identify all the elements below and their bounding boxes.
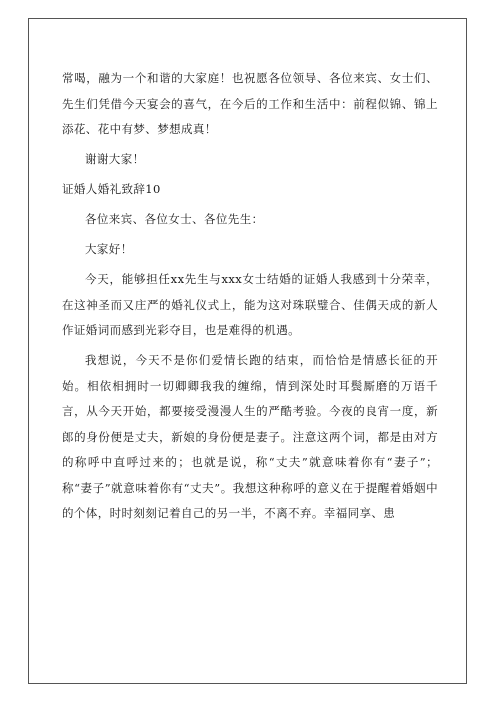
closing-wish-paragraph: 常喝，融为一个和谐的大家庭！也祝愿各位领导、各位来宾、女士们、先生们凭借今天宴会的喜气，在今后的工作和生活中：前程似锦、锦上添花、花中有梦、梦想成真！ [62,71,438,136]
document-body [62,66,438,531]
greeting-paragraph: 大家好！ [85,242,133,256]
salutation-paragraph: 各位来宾、各位女士、各位先生： [85,212,264,226]
honor-paragraph: 今天，能够担任xx先生与xxx女士结婚的证婚人我感到十分荣幸，在这神圣而又庄严的婚礼仪式上，能为这对珠联璧合、佳偶天成的新人作证婚词而感到光彩夺目，也是难得的机遇。 [62,272,438,337]
thanks-paragraph: 谢谢大家！ [85,152,145,166]
marriage-meaning-paragraph: 我想说，今天不是你们爱情长跑的结束，而恰恰是情感长征的开始。相依相拥时一切卿卿我我的缠绵，情到深处时耳鬓厮磨的万语千言，从今天开始，都要接受漫漫人生的严酷考验。今夜的良宵一度，新郎的身份便是丈夫，新娘的身份便是妻子。注意这两个词，都是由对方的称呼中直呼过来的；也就是说，称“丈夫”就意味着你有“妻子”；称“妻子”就意味着你有“丈夫”。我想这种称呼的意义在于提醒着婚姻中的个体，时时刻刻记着自己的另一半，不离不弃。幸福同享、患 [62,353,438,520]
section-heading: 证婚人婚礼致辞10 [62,182,161,196]
